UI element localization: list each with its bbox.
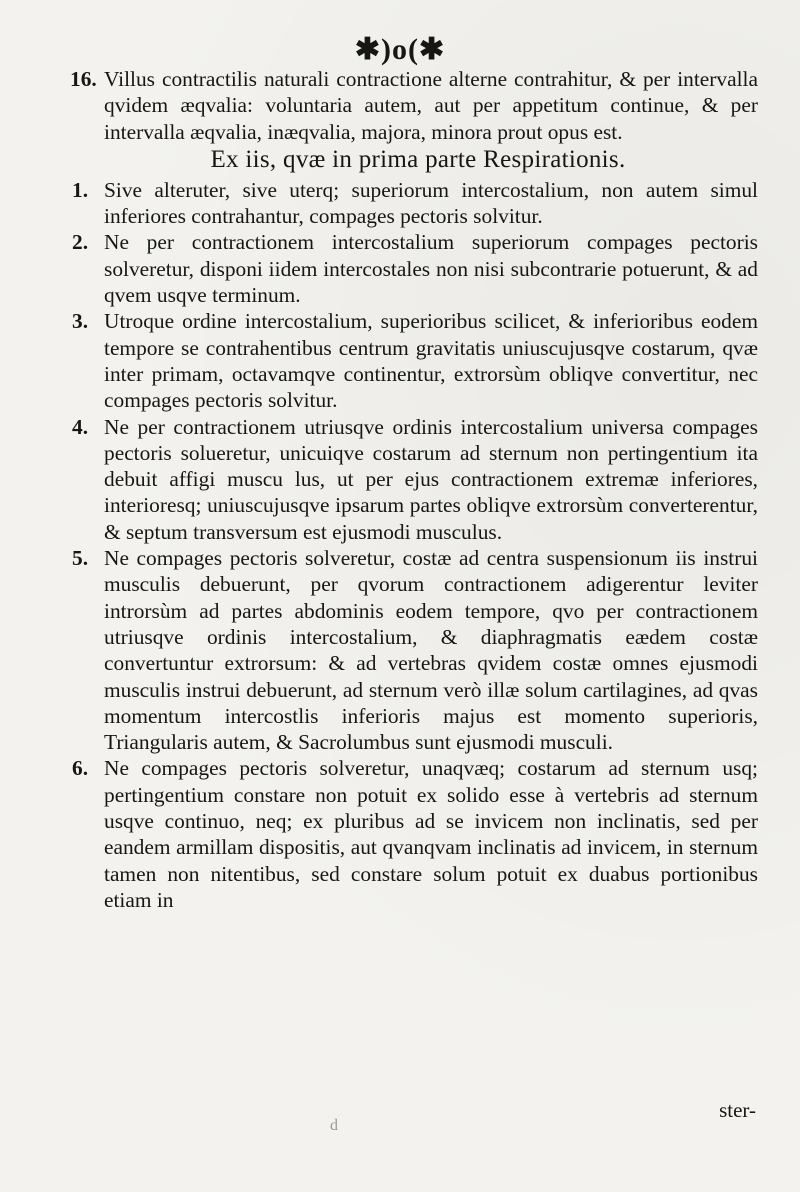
item-text: Utroque ordine intercostalium, superioribus scilicet, & inferioribus eodem tempore se contrahentibus centrum gravitatis uniuscujusqve costarum, qvæ inter primam, octavamqve continentur, extrorsùm obliqve convertitur, nec compages pectoris solvitur.: [104, 309, 758, 413]
list-item: [72, 755, 758, 913]
catchword: ster-: [719, 1098, 756, 1122]
list-item: [72, 229, 758, 308]
list-item: [72, 177, 758, 230]
item-number: 4.: [72, 414, 89, 439]
signature-mark: d: [330, 1117, 338, 1134]
item-text: Ne compages pectoris solveretur, costæ ad centra suspensionum iis instrui musculis debuerunt, per qvorum contractionem adigerentur leviter introrsùm ad partes abdominis eodem tempore, qvo per contractionem utriusqve ordinis intercostalium, & diaphragmatis eædem costæ convertuntur extrorsum: & ad vertebras qvidem costæ omnes ejusmodi musculis instrui debuerunt, ad sternum verò illæ solum cartilagines, ad qvas momentum intercostlis inferioris majus est momento superioris, Triangularis autem, & Sacrolumbus sunt ejusmodi musculi.: [104, 546, 758, 755]
list-item: [72, 414, 758, 545]
list-item: [72, 308, 758, 413]
body-text: [70, 66, 758, 913]
item-number: 1.: [72, 177, 89, 202]
item-text: Ne per contractionem intercostalium superiorum compages pectoris solveretur, disponi iidem intercostales non nisi subcontrarie potuerunt, & ad qvem usqve terminum.: [104, 230, 758, 308]
paragraph-16: [70, 66, 758, 145]
item-text: Ne per contractionem utriusqve ordinis intercostalium universa compages pectoris solueretur, unicuiqve costarum ad sternum non pertingentium ita debuit affigi muscu lus, ut per ejus contractionem extremæ inferiores, interioresq; uniuscujusqve ipsarum partes obliqve extrorsùm converterentur, & septum transversum est ejusmodi musculus.: [104, 414, 758, 544]
section-heading: Ex iis, qvæ in prima parte Respirationis.: [210, 145, 626, 173]
item-number: 6.: [72, 756, 89, 781]
item-number: 5.: [72, 546, 89, 571]
item-number: 2.: [72, 230, 89, 255]
paragraph-number: 16.: [70, 67, 97, 91]
item-text: Ne compages pectoris solveretur, unaqvæq; costarum ad sternum usq; pertingentium constare non potuit ex solido esse à vertebris ad sternum usqve continuo, neq; ex pluribus ad se invicem non inclinatis, sed per eandem armillam dispositis, aut qvanqvam inclinatis ad invicem, in sternum tamen non nitentibus, sed constare solum potuit ex duabus portionibus etiam in: [104, 756, 758, 912]
item-text: Sive alteruter, sive uterq; superiorum intercostalium, non autem simul inferiores contrahantur, compages pectoris solvitur.: [104, 177, 758, 229]
list-item: [72, 545, 758, 755]
paragraph-text: Villus contractilis naturali contractione alterne contrahitur, & per intervalla qvidem æqvalia: voluntaria autem, aut per appetitum continue, & per intervalla æqvalia, inæqvalia, majora, minora prout opus est.: [104, 67, 758, 144]
page-header-ornament: ✱)o(✱: [354, 33, 446, 66]
item-number: 3.: [72, 309, 89, 334]
